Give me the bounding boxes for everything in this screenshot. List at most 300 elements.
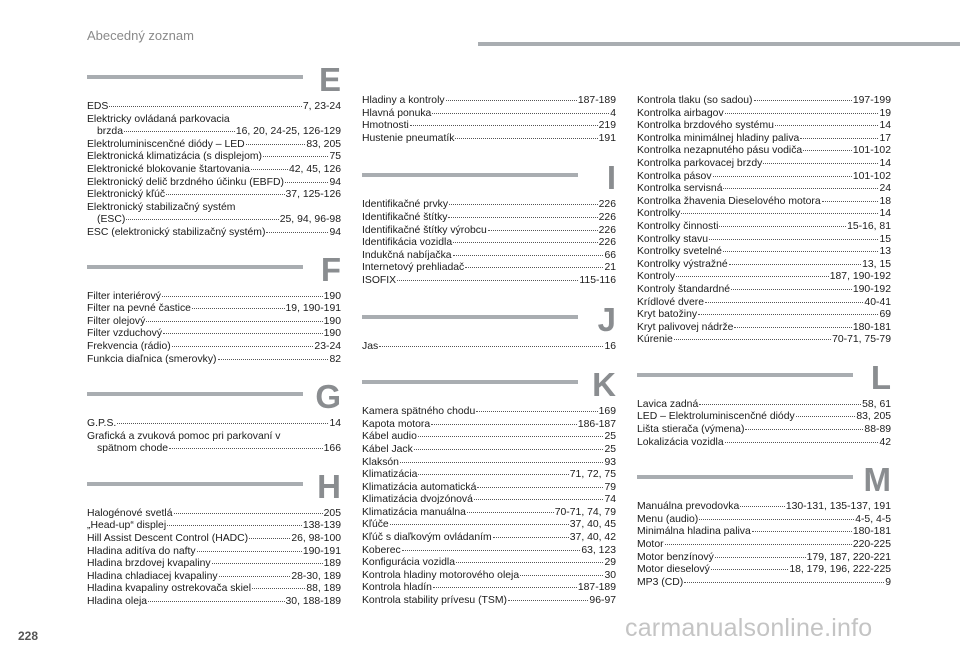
entry-label: Kontroly štandardné	[637, 283, 730, 295]
index-entries	[87, 418, 341, 456]
index-entries	[362, 95, 616, 145]
entry-pages: 88, 189	[306, 583, 341, 595]
entry-label: Kontrolky	[637, 208, 681, 220]
entry-pages: 70-71, 75-79	[832, 334, 891, 346]
dot-leader	[219, 576, 291, 577]
entry-label: ESC (elektronický stabilizačný systém)	[87, 226, 266, 238]
dot-leader	[197, 551, 302, 552]
index-entry-heading: Elektricky ovládaná parkovacia	[87, 113, 230, 125]
entry-label: Kábel Jack	[362, 443, 413, 455]
entry-label: Jas	[362, 340, 379, 352]
entry-pages: 7, 23-24	[302, 101, 341, 112]
dot-leader	[456, 562, 603, 563]
entry-label: Kontrolky výstražné	[637, 258, 728, 270]
entry-pages: 197-199	[852, 95, 891, 106]
dot-leader	[124, 131, 235, 132]
dot-leader	[117, 423, 328, 424]
dot-leader	[684, 582, 884, 583]
entry-pages: 226	[598, 237, 616, 249]
entry-pages: 180-181	[852, 321, 891, 333]
entry-pages: 58, 61	[862, 398, 891, 410]
dot-leader	[474, 499, 604, 500]
entry-pages: 226	[598, 224, 616, 236]
entry-label: Kamera spätného chodu	[362, 406, 476, 418]
entry-pages: 30	[604, 569, 616, 581]
entry-pages: 15-16, 81	[847, 220, 891, 232]
section-header	[87, 61, 341, 98]
entry-label: Elektronický kľúč	[87, 189, 166, 201]
dot-leader	[477, 487, 603, 488]
entry-label: Klimatizácia dvojzónová	[362, 494, 473, 506]
dot-leader	[676, 276, 829, 277]
entry-label: Elektronická klimatizácia (s displejom)	[87, 151, 262, 163]
index-entry	[87, 443, 341, 456]
dot-leader	[218, 359, 329, 360]
dot-leader	[418, 436, 604, 437]
section-letter: L	[870, 358, 891, 396]
section-header	[637, 358, 891, 396]
entry-label: Klimatizácia	[362, 469, 418, 481]
entry-label: Hladiny a kontroly	[362, 95, 445, 106]
section-letter: G	[315, 378, 341, 416]
dot-leader	[174, 513, 323, 514]
entry-label: Kryt palivovej nádrže	[637, 321, 734, 333]
dot-leader	[803, 150, 852, 151]
entry-pages: 79	[604, 481, 616, 493]
index-entry	[637, 399, 891, 412]
index-entry	[362, 419, 616, 432]
dot-leader	[681, 213, 878, 214]
index-entry	[87, 303, 341, 316]
index-entry	[362, 519, 616, 532]
index-entries	[362, 341, 616, 354]
dot-leader	[723, 188, 878, 189]
dot-leader	[379, 346, 603, 347]
dot-leader	[699, 404, 861, 405]
dot-leader	[740, 506, 785, 507]
dot-leader	[734, 327, 851, 328]
entry-pages: 26, 98-100	[291, 533, 341, 545]
entry-label: Menu (audio)	[637, 513, 699, 525]
section-L	[637, 358, 891, 449]
entry-pages: 18, 179, 196, 222-225	[789, 564, 891, 576]
dot-leader	[453, 255, 604, 256]
dot-leader	[719, 226, 846, 227]
entry-label: Kontrola hladín	[362, 582, 432, 594]
index-entry	[637, 514, 891, 527]
dot-leader	[674, 339, 831, 340]
entry-pages: 37, 40, 42	[569, 532, 616, 544]
entry-label: Halogénové svetlá	[87, 507, 173, 519]
entry-pages: 82	[329, 353, 341, 365]
section-K-continued	[637, 95, 891, 347]
entry-pages: 13, 15	[862, 258, 891, 270]
dot-leader	[754, 100, 852, 101]
entry-pages: 70-71, 74, 79	[554, 506, 616, 518]
dot-leader	[163, 333, 323, 334]
entry-pages: 187-189	[577, 95, 616, 106]
entry-label: Klaksón	[362, 456, 399, 468]
index-entry	[362, 557, 616, 570]
index-entry	[637, 133, 891, 146]
page-number: 228	[18, 629, 39, 643]
index-entry	[362, 595, 616, 608]
index-entry	[637, 297, 891, 310]
dot-leader	[467, 512, 554, 513]
section-header	[87, 250, 341, 288]
dot-leader	[410, 125, 598, 126]
entry-pages: 28-30, 189	[291, 570, 341, 582]
entry-label: Hmotnosti	[362, 120, 409, 132]
index-entry	[637, 95, 891, 108]
index-entry	[362, 133, 616, 146]
dot-leader	[148, 601, 284, 602]
index-entries	[637, 95, 891, 347]
index-entry	[362, 406, 616, 419]
index-entry	[637, 539, 891, 552]
dot-leader	[166, 194, 284, 195]
index-entry	[362, 262, 616, 275]
section-letter: H	[317, 467, 341, 505]
dot-leader	[169, 448, 323, 449]
entry-pages: 191	[598, 132, 616, 144]
entry-pages: 37, 40, 45	[569, 519, 616, 531]
entry-label: Koberec	[362, 544, 401, 556]
index-entry	[87, 341, 341, 354]
index-entry	[637, 120, 891, 133]
dot-leader	[699, 519, 854, 520]
entry-label: Kapota motora	[362, 418, 431, 430]
section-divider	[362, 173, 578, 177]
entry-label: Kontrolka servisná	[637, 183, 723, 195]
index-entry	[362, 275, 616, 288]
index-entry	[87, 291, 341, 304]
index-entry	[87, 139, 341, 152]
entry-pages: 30, 188-189	[285, 596, 341, 608]
index-entry	[87, 508, 341, 521]
dot-leader	[800, 138, 878, 139]
index-entry	[362, 494, 616, 507]
entry-pages: 40-41	[864, 296, 891, 308]
index-entry	[362, 532, 616, 545]
index-entry	[637, 437, 891, 450]
index-entry	[362, 582, 616, 595]
section-divider	[362, 380, 578, 384]
section-header	[362, 366, 616, 404]
section-F	[87, 250, 341, 367]
entry-label: Hladina brzdovej kvapaliny	[87, 558, 211, 570]
dot-leader	[431, 424, 577, 425]
dot-leader	[448, 217, 597, 218]
dot-leader	[390, 524, 569, 525]
dot-leader	[126, 219, 278, 220]
index-entry	[362, 120, 616, 133]
entry-label: Identifikácia vozidla	[362, 237, 453, 249]
entry-label: Kontrola stability prívesu (TSM)	[362, 595, 507, 607]
index-entries	[87, 508, 341, 609]
entry-pages: 71, 72, 75	[569, 469, 616, 481]
entry-pages: 42, 45, 126	[289, 163, 341, 175]
index-entries	[637, 501, 891, 589]
entry-pages: 186-187	[577, 418, 616, 430]
entry-pages: 94	[329, 176, 341, 188]
entry-pages: 220-225	[852, 539, 891, 551]
entry-pages: 138-139	[302, 520, 341, 532]
entry-label: Motor benzínový	[637, 551, 714, 563]
entry-label: Klimatizácia manuálna	[362, 506, 466, 518]
index-column-2	[362, 95, 616, 608]
entry-label: Elektroluminiscenčné diódy – LED	[87, 138, 245, 150]
entry-label: Filter vzduchový	[87, 328, 163, 340]
dot-leader	[453, 242, 598, 243]
section-letter: F	[320, 250, 341, 288]
dot-leader	[488, 230, 598, 231]
index-entry	[362, 250, 616, 263]
section-M	[637, 461, 891, 589]
dot-leader	[665, 544, 852, 545]
dot-leader	[455, 138, 597, 139]
entry-pages: 190-191	[302, 545, 341, 557]
index-entry	[637, 411, 891, 424]
index-entry	[87, 227, 341, 240]
index-entry	[87, 126, 341, 139]
dot-leader	[109, 106, 301, 107]
dot-leader	[731, 289, 852, 290]
index-entry	[362, 457, 616, 470]
dot-leader	[249, 538, 290, 539]
entry-pages: 187, 190-192	[829, 271, 891, 283]
index-entry	[637, 108, 891, 121]
dot-leader	[476, 411, 597, 412]
section-K	[362, 366, 616, 608]
entry-pages: 219	[598, 120, 616, 132]
entry-pages: 17	[879, 132, 891, 144]
entry-label: MP3 (CD)	[637, 576, 684, 588]
entry-pages: 74	[604, 494, 616, 506]
entry-pages: 190	[323, 328, 341, 340]
entry-pages: 189	[323, 558, 341, 570]
section-letter: K	[592, 366, 616, 404]
section-I	[362, 159, 616, 287]
dot-leader	[246, 144, 306, 145]
index-entry	[362, 108, 616, 121]
entry-pages: 42	[879, 436, 891, 448]
entry-pages: 25	[604, 443, 616, 455]
entry-pages: 115-116	[579, 274, 616, 286]
entry-label: Filter olejový	[87, 315, 146, 327]
index-entry	[87, 328, 341, 341]
dot-leader	[752, 531, 852, 532]
index-entry	[87, 177, 341, 190]
index-entry-heading: Elektronický stabilizačný systém	[87, 201, 236, 213]
entry-pages: 4-5, 4-5	[855, 513, 891, 525]
dot-leader	[520, 575, 603, 576]
entry-pages: 180-181	[852, 526, 891, 538]
entry-pages: 205	[323, 507, 341, 519]
section-divider	[87, 482, 303, 486]
dot-leader	[162, 296, 323, 297]
entry-pages: 190	[323, 290, 341, 302]
entry-label: Kontrolka žhavenia Dieselového motora	[637, 195, 821, 207]
index-entry	[637, 145, 891, 158]
index-entry	[87, 520, 341, 533]
section-header	[87, 378, 341, 416]
index-entry	[362, 341, 616, 354]
entry-label: Manuálna prevodovka	[637, 501, 740, 513]
entry-pages: 94	[329, 226, 341, 238]
dot-leader	[402, 550, 581, 551]
index-entry	[87, 354, 341, 367]
section-divider	[637, 373, 853, 377]
index-entry	[637, 552, 891, 565]
dot-leader	[449, 204, 598, 205]
entry-label: Hustenie pneumatík	[362, 132, 455, 144]
section-header	[362, 159, 616, 197]
section-header	[362, 300, 616, 338]
entry-label: LED – Elektroluminiscenčné diódy	[637, 411, 795, 423]
entry-pages: 14	[879, 208, 891, 220]
index-entry	[637, 309, 891, 322]
entry-pages: 75	[329, 151, 341, 163]
dot-leader	[446, 100, 577, 101]
entry-pages: 37, 125-126	[285, 189, 341, 201]
index-entry	[362, 199, 616, 212]
index-entry	[362, 225, 616, 238]
entry-label: Lokalizácia vozidla	[637, 436, 724, 448]
section-divider	[87, 265, 303, 269]
entry-label: „Head-up“ displej	[87, 520, 167, 532]
index-entries	[87, 291, 341, 367]
dot-leader	[397, 280, 578, 281]
section-divider	[637, 475, 853, 479]
entry-pages: 25	[604, 431, 616, 443]
entry-label: Kontrolky stavu	[637, 233, 709, 245]
entry-label: Frekvencia (rádio)	[87, 340, 171, 352]
index-entry	[87, 151, 341, 164]
entry-label: Funkcia diaľnica (smerovky)	[87, 353, 217, 365]
index-entry	[637, 284, 891, 297]
entry-label: Identifikačné prvky	[362, 199, 449, 211]
section-H	[87, 467, 341, 609]
dot-leader	[763, 163, 878, 164]
entry-pages: 15	[879, 233, 891, 245]
entry-pages: 4	[610, 107, 616, 119]
index-entry	[362, 431, 616, 444]
entry-pages: 179, 187, 220-221	[806, 551, 891, 563]
entry-pages: 14	[879, 157, 891, 169]
dot-leader	[192, 308, 285, 309]
entry-label: spätnom chode	[97, 443, 169, 455]
index-entries	[87, 101, 341, 240]
index-entry	[362, 444, 616, 457]
dot-leader	[432, 113, 609, 114]
entry-pages: 190-192	[852, 283, 891, 295]
index-entry	[637, 171, 891, 184]
entry-label: Kryt batožiny	[637, 309, 698, 321]
dot-leader	[167, 525, 302, 526]
index-entries	[362, 199, 616, 287]
entry-label: Kontrola tlaku (so sadou)	[637, 95, 753, 106]
entry-label: brzda	[97, 126, 123, 138]
section-letter: E	[318, 61, 341, 98]
entry-label: Konfigurácia vozidla	[362, 557, 455, 569]
index-entry	[637, 259, 891, 272]
index-entry	[637, 158, 891, 171]
index-entry	[362, 545, 616, 558]
section-divider	[87, 392, 303, 396]
entry-label: Kontrola hladiny motorového oleja	[362, 569, 520, 581]
section-E	[87, 61, 341, 240]
index-entry	[362, 212, 616, 225]
entry-label: Kontrolka minimálnej hladiny paliva	[637, 132, 800, 144]
index-entry	[637, 221, 891, 234]
index-entry	[637, 246, 891, 259]
header-title: Abecedný zoznam	[87, 28, 194, 43]
index-entry-heading: Grafická a zvuková pomoc pri parkovaní v	[87, 430, 281, 442]
index-entry	[87, 164, 341, 177]
dot-leader	[252, 588, 305, 589]
section-G	[87, 378, 341, 456]
index-entry	[87, 418, 341, 431]
entry-pages: 9	[885, 576, 891, 588]
dot-leader	[711, 569, 789, 570]
index-entry	[637, 322, 891, 335]
entry-pages: 101-102	[852, 170, 891, 182]
entry-label: Indukčná nabíjačka	[362, 249, 452, 261]
section-header	[637, 461, 891, 499]
entry-pages: 83, 205	[306, 138, 341, 150]
entry-pages: 88-89	[864, 424, 891, 436]
index-entries	[362, 406, 616, 608]
entry-pages: 63, 123	[581, 544, 616, 556]
entry-pages: 96-97	[589, 595, 616, 607]
index-entry	[87, 101, 341, 114]
entry-pages: 18	[879, 195, 891, 207]
entry-pages: 14	[329, 418, 341, 430]
dot-leader	[493, 537, 569, 538]
entry-label: Hladina aditíva do nafty	[87, 545, 196, 557]
entry-label: Hill Assist Descent Control (HADC)	[87, 533, 249, 545]
entry-label: Kontrolka brzdového systému	[637, 120, 774, 132]
dot-leader	[725, 113, 879, 114]
index-entry	[637, 271, 891, 284]
index-entry	[637, 526, 891, 539]
entry-pages: 16	[604, 340, 616, 352]
entry-label: Kábel audio	[362, 431, 417, 443]
entry-label: Elektronický delič brzdného účinku (EBFD)	[87, 176, 284, 188]
entry-pages: 13	[879, 246, 891, 258]
index-entry	[362, 482, 616, 495]
entry-label: Kontrolky svetelné	[637, 246, 722, 258]
dot-leader	[725, 442, 879, 443]
dot-leader	[146, 321, 322, 322]
entry-label: Identifikačné štítky výrobcu	[362, 224, 487, 236]
entry-label: Lišta stierača (výmena)	[637, 424, 745, 436]
index-column-3	[637, 95, 891, 589]
dot-leader	[715, 557, 806, 558]
entry-pages: 187-189	[577, 582, 616, 594]
index-entry	[87, 214, 341, 227]
dot-leader	[723, 251, 879, 252]
section-letter: M	[863, 461, 891, 499]
entry-pages: 101-102	[852, 145, 891, 157]
dot-leader	[251, 169, 288, 170]
index-entry	[362, 507, 616, 520]
entry-label: Kontrolka parkovacej brzdy	[637, 157, 763, 169]
entry-label: EDS	[87, 101, 109, 112]
entry-pages: 29	[604, 557, 616, 569]
entry-pages: 226	[598, 199, 616, 211]
